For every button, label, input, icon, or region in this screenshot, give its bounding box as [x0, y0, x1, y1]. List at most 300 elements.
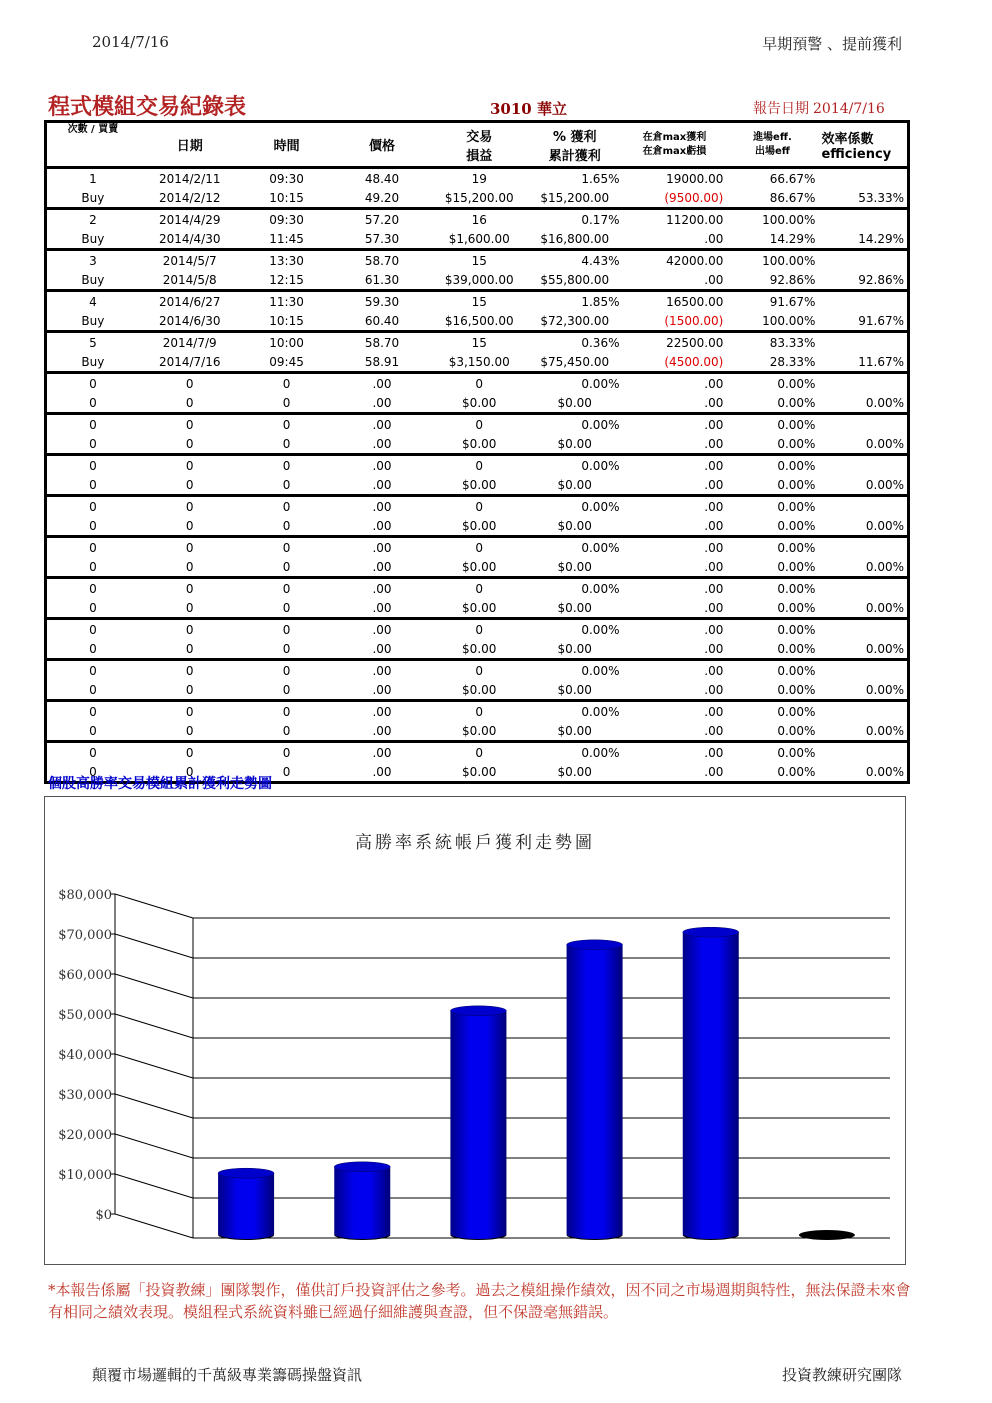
grid-diagonal [115, 1094, 193, 1118]
table-cell: 19000.00 [666, 171, 724, 186]
table-cell: 2014/2/12 [139, 188, 241, 209]
table-row [46, 680, 909, 701]
table-cell: $0.00 [527, 475, 623, 496]
table-cell: .00 [372, 745, 392, 760]
table-cell: 0 [89, 663, 97, 678]
table-cell: 0.00% [818, 721, 908, 742]
y-tick-label: $20,000 [58, 1128, 112, 1143]
table-cell: 58.70 [364, 253, 400, 268]
table-cell: 0 [139, 434, 241, 455]
table-cell: 09:30 [269, 212, 304, 227]
table-cell: .00 [333, 393, 432, 414]
table-cell: 0.00% [777, 376, 816, 391]
table-cell: 0 [89, 745, 97, 760]
grid-diagonal [115, 974, 193, 998]
table-cell: 0 [139, 639, 241, 660]
report-date-value: 2014/7/16 [813, 101, 885, 117]
table-cell: .00 [622, 434, 726, 455]
table-cell: .00 [372, 499, 392, 514]
table-cell: 0 [282, 622, 291, 637]
table-cell: .00 [372, 663, 392, 678]
table-cell: 1.65% [581, 171, 620, 186]
table-cell: 0 [139, 393, 241, 414]
table-cell: 60.40 [333, 311, 432, 332]
table-cell: 0.00% [777, 581, 816, 596]
table-cell: 0 [475, 417, 484, 432]
table-cell: $0.00 [431, 434, 527, 455]
table-cell: $1,600.00 [431, 229, 527, 250]
table-cell: 0 [475, 581, 484, 596]
table-cell: 83.33% [769, 335, 816, 350]
table-cell: 0 [185, 581, 194, 596]
footer-slogan: 顛覆市場邏輯的千萬級專業籌碼操盤資訊 [92, 1366, 363, 1384]
table-cell: 15 [471, 294, 487, 309]
table-cell: (9500.00) [622, 188, 726, 209]
table-cell: 2014/4/29 [158, 212, 221, 227]
table-cell: 0 [185, 622, 194, 637]
table-cell: .00 [704, 376, 724, 391]
table-cell [818, 332, 908, 353]
table-cell: 0 [46, 516, 139, 537]
table-cell [818, 250, 908, 271]
table-cell: 0.00% [818, 680, 908, 701]
table-cell: 0 [475, 622, 484, 637]
table-cell: 0 [89, 458, 97, 473]
table-cell: Buy [46, 352, 139, 373]
table-cell: .00 [704, 745, 724, 760]
table-cell: 58.91 [333, 352, 432, 373]
table-cell: 53.33% [818, 188, 908, 209]
table-cell: .00 [372, 458, 392, 473]
table-cell: 0 [475, 499, 484, 514]
table-cell: 0 [89, 540, 97, 555]
table-cell: 0.00% [726, 680, 818, 701]
table-cell: 0 [185, 663, 194, 678]
table-cell: (4500.00) [622, 352, 726, 373]
table-cell: Buy [46, 270, 139, 291]
table-cell: 92.86% [726, 270, 818, 291]
table-cell: 0.00% [777, 417, 816, 432]
table-cell: 11:30 [269, 294, 304, 309]
table-cell: 0 [241, 762, 333, 783]
table-row [46, 209, 909, 230]
table-cell: 0 [139, 762, 241, 783]
table-cell: $0.00 [527, 557, 623, 578]
column-header: 價格 [333, 122, 432, 168]
table-cell: 0 [241, 680, 333, 701]
table-cell: .00 [333, 639, 432, 660]
table-cell: 14.29% [818, 229, 908, 250]
table-cell: $0.00 [431, 680, 527, 701]
table-cell: 0.00% [581, 581, 620, 596]
table-row [46, 270, 909, 291]
table-cell [818, 168, 908, 189]
table-cell: 0 [282, 745, 291, 760]
table-cell: .00 [704, 622, 724, 637]
table-cell: 91.67% [769, 294, 816, 309]
chart-title: 高勝率系統帳戶獲利走勢圖 [355, 833, 595, 853]
table-cell: .00 [622, 516, 726, 537]
table-cell: 11200.00 [666, 212, 724, 227]
table-cell: 19 [471, 171, 487, 186]
table-cell: $0.00 [527, 393, 623, 414]
table-cell: 0.00% [777, 540, 816, 555]
table-cell: $0.00 [527, 516, 623, 537]
table-cell [818, 291, 908, 312]
table-row [46, 721, 909, 742]
table-cell: 0 [89, 417, 97, 432]
table-cell: 0 [282, 581, 291, 596]
table-cell: 14.29% [726, 229, 818, 250]
table-cell: 0 [475, 745, 484, 760]
table-cell: 0.00% [726, 557, 818, 578]
table-cell: 0.00% [581, 376, 620, 391]
table-cell: 0 [185, 458, 194, 473]
table-cell: .00 [333, 762, 432, 783]
table-row [46, 311, 909, 332]
table-cell: .00 [704, 458, 724, 473]
table-cell: 16 [471, 212, 487, 227]
table-cell: 86.67% [726, 188, 818, 209]
table-cell [818, 455, 908, 476]
table-cell: 0 [282, 458, 291, 473]
report-date [753, 98, 885, 118]
table-cell: 0.00% [581, 704, 620, 719]
column-header: 在倉max獲利 在倉max虧損 [622, 122, 726, 168]
y-tick-label: $0 [95, 1208, 112, 1223]
table-cell: 10:15 [241, 311, 333, 332]
table-cell: .00 [333, 721, 432, 742]
table-cell: .00 [622, 598, 726, 619]
table-cell: .00 [333, 557, 432, 578]
table-cell: 0 [282, 376, 291, 391]
table-cell: 15 [471, 253, 487, 268]
table-cell [818, 701, 908, 722]
table-cell: 0 [46, 393, 139, 414]
table-cell: 0 [185, 499, 194, 514]
column-header: 進場eff. 出場eff [726, 122, 818, 168]
table-cell: 58.70 [364, 335, 400, 350]
table-cell: 0 [475, 663, 484, 678]
table-row [46, 701, 909, 722]
table-cell: (1500.00) [622, 311, 726, 332]
table-cell: .00 [704, 499, 724, 514]
table-row [46, 352, 909, 373]
table-cell: 0 [241, 516, 333, 537]
table-cell: 2014/4/30 [139, 229, 241, 250]
table-cell: 0 [241, 475, 333, 496]
table-cell: 0.00% [726, 598, 818, 619]
table-cell: 61.30 [333, 270, 432, 291]
table-cell: $0.00 [527, 434, 623, 455]
bar [334, 1167, 390, 1239]
table-cell: 16500.00 [666, 294, 724, 309]
table-cell: 0 [89, 376, 97, 391]
table-cell: 0.00% [581, 745, 620, 760]
table-cell: .00 [372, 622, 392, 637]
table-cell: 0.00% [818, 475, 908, 496]
table-cell: 0 [139, 598, 241, 619]
grid-diagonal [115, 894, 193, 918]
table-cell: 0.00% [818, 557, 908, 578]
table-cell: 0 [185, 376, 194, 391]
table-row [46, 578, 909, 599]
bar-top [450, 1006, 506, 1016]
table-cell: .00 [372, 417, 392, 432]
table-cell: 0 [139, 516, 241, 537]
table-cell: 100.00% [762, 253, 816, 268]
table-cell: 5 [89, 335, 97, 350]
table-row [46, 639, 909, 660]
report-date-label: 報告日期 [753, 101, 809, 117]
bar-top [334, 1162, 390, 1172]
table-cell: .00 [333, 475, 432, 496]
table-cell: .00 [372, 704, 392, 719]
table-cell: .00 [372, 376, 392, 391]
profit-chart [45, 797, 905, 1264]
table-cell: 0 [241, 557, 333, 578]
table-cell: 0.00% [726, 434, 818, 455]
table-row [46, 393, 909, 414]
table-cell: $3,150.00 [431, 352, 527, 373]
grid-diagonal [115, 1174, 193, 1198]
table-row [46, 188, 909, 209]
table-cell: 0 [46, 762, 139, 783]
table-cell: 0.00% [581, 663, 620, 678]
table-cell: 0 [282, 417, 291, 432]
table-cell: $0.00 [527, 721, 623, 742]
table-cell: .00 [622, 680, 726, 701]
column-header: 時間 [241, 122, 333, 168]
table-cell: $0.00 [431, 475, 527, 496]
table-row [46, 619, 909, 640]
table-cell [818, 742, 908, 763]
table-cell: 2014/7/9 [162, 335, 217, 350]
table-row [46, 455, 909, 476]
table-cell: 0.00% [581, 540, 620, 555]
table-cell: 10:00 [269, 335, 304, 350]
table-cell: 0.00% [581, 622, 620, 637]
table-cell: $75,450.00 [527, 352, 623, 373]
y-tick-label: $40,000 [58, 1048, 112, 1063]
table-cell: .00 [704, 704, 724, 719]
header-date: 2014/7/16 [92, 33, 169, 51]
grid-diagonal [115, 934, 193, 958]
table-cell: 0.00% [581, 499, 620, 514]
table-cell: $16,800.00 [527, 229, 623, 250]
table-cell [818, 537, 908, 558]
column-header: 效率係數 efficiency [818, 122, 908, 168]
table-cell: 0 [139, 475, 241, 496]
table-cell: 1.85% [581, 294, 620, 309]
table-cell: $0.00 [431, 639, 527, 660]
table-cell [818, 578, 908, 599]
table-cell: 0 [46, 475, 139, 496]
table-cell [818, 373, 908, 394]
footer-team: 投資教練研究團隊 [781, 1366, 902, 1384]
table-cell: 49.20 [333, 188, 432, 209]
column-header: 交易 損益 [431, 122, 527, 168]
table-row [46, 168, 909, 189]
table-cell: $0.00 [527, 680, 623, 701]
table-cell: 2014/7/16 [139, 352, 241, 373]
table-cell: 0.00% [581, 417, 620, 432]
table-cell: 0.00% [818, 639, 908, 660]
table-cell: 0.00% [726, 721, 818, 742]
table-cell: .00 [622, 270, 726, 291]
table-cell: 91.67% [818, 311, 908, 332]
table-cell: 42000.00 [666, 253, 724, 268]
table-cell: .00 [622, 475, 726, 496]
table-cell: 2014/5/8 [139, 270, 241, 291]
table-cell: 4.43% [581, 253, 620, 268]
table-row [46, 598, 909, 619]
table-cell: 57.30 [333, 229, 432, 250]
y-tick-label: $30,000 [58, 1088, 112, 1103]
table-cell: 0 [241, 434, 333, 455]
bar-top [218, 1168, 274, 1178]
table-row [46, 475, 909, 496]
table-cell: .00 [704, 417, 724, 432]
table-cell: .00 [372, 540, 392, 555]
table-cell: .00 [333, 434, 432, 455]
table-cell [818, 660, 908, 681]
grid-diagonal [115, 1214, 193, 1238]
table-cell: 0 [475, 376, 484, 391]
table-row [46, 557, 909, 578]
page-title: 程式模組交易紀錄表 [48, 94, 247, 120]
y-tick-label: $60,000 [58, 968, 112, 983]
table-cell: 2014/2/11 [158, 171, 221, 186]
table-row [46, 373, 909, 394]
table-cell: 28.33% [726, 352, 818, 373]
table-cell: 0.00% [726, 762, 818, 783]
table-cell: 0 [475, 704, 484, 719]
table-cell: .00 [622, 639, 726, 660]
table-cell: 0 [241, 721, 333, 742]
table-cell: 57.20 [364, 212, 400, 227]
chart-frame [44, 796, 906, 1265]
table-cell: 13:30 [269, 253, 304, 268]
table-cell: 0.00% [818, 598, 908, 619]
table-cell: .00 [622, 393, 726, 414]
table-cell: 0.00% [818, 516, 908, 537]
table-cell: 0 [46, 680, 139, 701]
table-cell: .00 [704, 540, 724, 555]
table-row [46, 414, 909, 435]
table-cell: $0.00 [431, 393, 527, 414]
table-cell: 0 [475, 540, 484, 555]
table-cell: 2014/5/7 [162, 253, 217, 268]
table-cell: .00 [704, 663, 724, 678]
table-cell: Buy [46, 188, 139, 209]
table-cell: 0 [139, 721, 241, 742]
table-cell: 0.00% [777, 745, 816, 760]
table-cell: 0 [282, 663, 291, 678]
table-cell: Buy [46, 311, 139, 332]
table-cell: $0.00 [431, 721, 527, 742]
table-cell: 0 [185, 704, 194, 719]
bar-top [567, 940, 623, 950]
table-cell [818, 619, 908, 640]
bar-top [683, 927, 739, 937]
grid-diagonal [115, 1054, 193, 1078]
table-cell: 48.40 [364, 171, 400, 186]
table-cell: 100.00% [762, 212, 816, 227]
table-row [46, 332, 909, 353]
disclaimer-note: *本報告係屬「投資教練」團隊製作，僅供訂戶投資評估之參考。過去之模組操作績效，因不同之市場週期與特性，無法保證未來會有相同之績效表現。模組程式系統資料雖已經過仔細維護與查證，但不保證毫無錯誤。 [48, 1281, 911, 1321]
column-header: 次數 / 買賣 [46, 122, 139, 168]
table-cell: .00 [333, 598, 432, 619]
table-cell: 0.00% [777, 663, 816, 678]
table-cell: $0.00 [527, 598, 623, 619]
table-cell: .00 [622, 229, 726, 250]
table-cell: 0.00% [818, 434, 908, 455]
table-cell: 0 [475, 458, 484, 473]
y-tick-label: $70,000 [58, 928, 112, 943]
table-cell: 0 [185, 540, 194, 555]
table-cell: 2 [89, 212, 97, 227]
table-cell: 0.00% [726, 393, 818, 414]
table-cell: 66.67% [769, 171, 816, 186]
table-cell: 0 [139, 680, 241, 701]
table-cell: 0 [241, 639, 333, 660]
column-header: 日期 [139, 122, 241, 168]
table-cell: 0.00% [777, 499, 816, 514]
grid-diagonal [115, 1014, 193, 1038]
table-cell: 0 [89, 704, 97, 719]
table-cell: 0.00% [777, 704, 816, 719]
grid-diagonal [115, 1134, 193, 1158]
table-row [46, 496, 909, 517]
table-cell: 0 [282, 499, 291, 514]
table-cell: $0.00 [527, 639, 623, 660]
table-cell: 0 [46, 639, 139, 660]
table-cell [818, 209, 908, 230]
y-tick-label: $10,000 [58, 1168, 112, 1183]
table-row [46, 516, 909, 537]
table-cell: .00 [622, 557, 726, 578]
table-cell: 59.30 [364, 294, 400, 309]
table-cell: 92.86% [818, 270, 908, 291]
table-cell: 11.67% [818, 352, 908, 373]
table-cell: 09:45 [241, 352, 333, 373]
table-cell: .00 [372, 581, 392, 596]
table-cell: 0 [241, 393, 333, 414]
table-row [46, 742, 909, 763]
table-cell: 0 [185, 417, 194, 432]
column-header: % 獲利 累計獲利 [527, 122, 623, 168]
table-cell: 0 [46, 598, 139, 619]
table-cell: 0 [89, 622, 97, 637]
table-cell: $15,200.00 [527, 188, 623, 209]
table-cell: 15 [471, 335, 487, 350]
table-cell: $72,300.00 [527, 311, 623, 332]
table-cell: 0 [89, 581, 97, 596]
table-cell: .00 [333, 680, 432, 701]
trade-table [44, 120, 910, 784]
table-cell: 0 [46, 557, 139, 578]
table-cell: 0.00% [818, 762, 908, 783]
bar [218, 1173, 274, 1239]
table-cell: 0.00% [777, 622, 816, 637]
table-cell: 2014/6/27 [158, 294, 221, 309]
bar [450, 1011, 506, 1239]
table-row [46, 291, 909, 312]
table-cell: 0.00% [818, 393, 908, 414]
table-cell: $16,500.00 [431, 311, 527, 332]
table-cell: $15,200.00 [431, 188, 527, 209]
